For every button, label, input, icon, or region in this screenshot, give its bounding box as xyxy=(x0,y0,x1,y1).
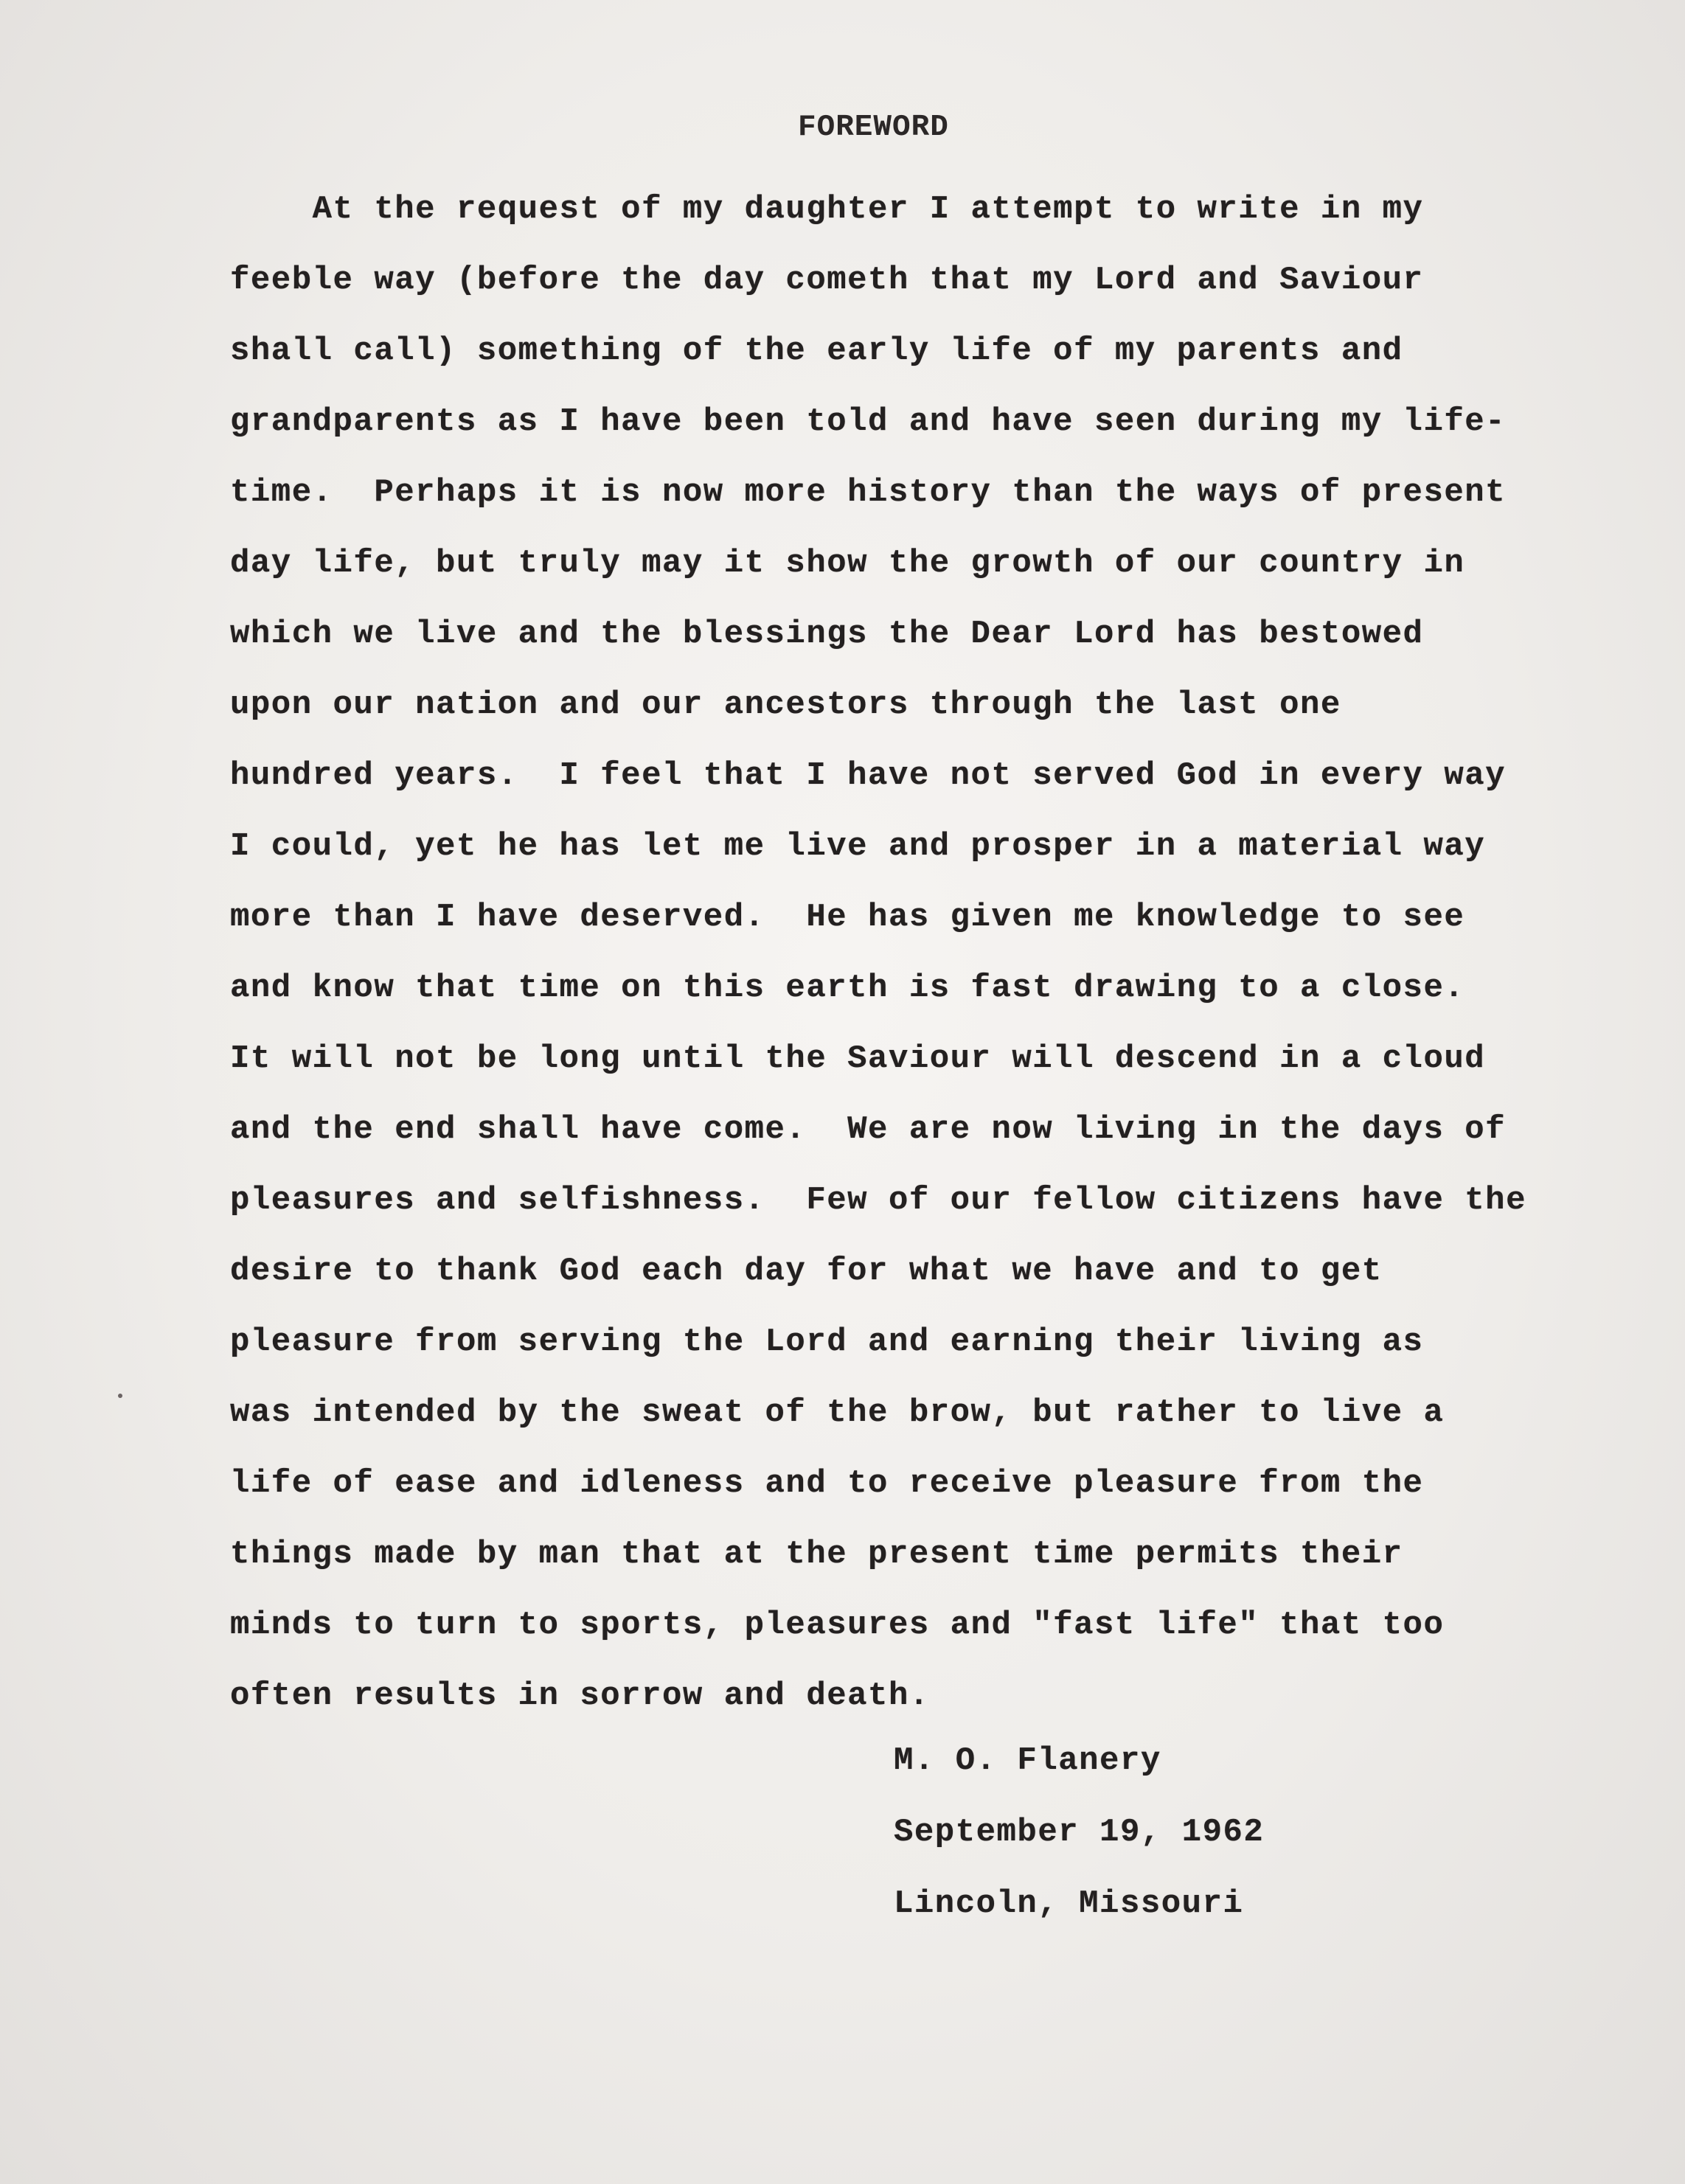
body-line: hundred years. I feel that I have not served God in every way xyxy=(230,757,1507,794)
body-line: day life, but truly may it show the growth of our country in xyxy=(230,545,1465,582)
body-line: and know that time on this earth is fast drawing to a close. xyxy=(230,970,1465,1006)
body-line: and the end shall have come. We are now living in the days of xyxy=(230,1111,1507,1148)
body-line: At the request of my daughter I attempt to write in my xyxy=(230,191,1424,228)
body-line: was intended by the sweat of the brow, but rather to live a xyxy=(230,1394,1445,1431)
body-line: shall call) something of the early life of my parents and xyxy=(230,333,1403,369)
body-line: life of ease and idleness and to receive pleasure from the xyxy=(230,1465,1424,1502)
signature-name: M. O. Flanery xyxy=(894,1742,1161,1779)
body-line: more than I have deserved. He has given me knowledge to see xyxy=(230,899,1465,936)
body-line: things made by man that at the present time permits their xyxy=(230,1536,1403,1573)
body-line: grandparents as I have been told and have seen during my life- xyxy=(230,403,1507,440)
body-line: minds to turn to sports, pleasures and "fast life" that too xyxy=(230,1607,1445,1644)
foreword-body xyxy=(230,174,1616,1731)
body-line: feeble way (before the day cometh that my Lord and Saviour xyxy=(230,262,1424,299)
body-line: pleasure from serving the Lord and earning their living as xyxy=(230,1324,1424,1360)
signature-place: Lincoln, Missouri xyxy=(894,1885,1244,1922)
signature-date: September 19, 1962 xyxy=(894,1814,1265,1851)
body-line: time. Perhaps it is now more history than the ways of present xyxy=(230,474,1507,511)
body-line: It will not be long until the Saviour will descend in a cloud xyxy=(230,1040,1486,1077)
body-line: pleasures and selfishness. Few of our fellow citizens have the xyxy=(230,1182,1526,1219)
document-title: FOREWORD xyxy=(798,111,949,145)
body-line: desire to thank God each day for what we have and to get xyxy=(230,1253,1383,1290)
body-line: upon our nation and our ancestors through the last one xyxy=(230,686,1341,723)
paper-speck xyxy=(118,1394,122,1398)
signature-block xyxy=(894,1725,1264,1940)
body-line: which we live and the blessings the Dear Lord has bestowed xyxy=(230,616,1424,653)
body-line: I could, yet he has let me live and prosper in a material way xyxy=(230,828,1486,865)
body-line: often results in sorrow and death. xyxy=(230,1677,930,1714)
